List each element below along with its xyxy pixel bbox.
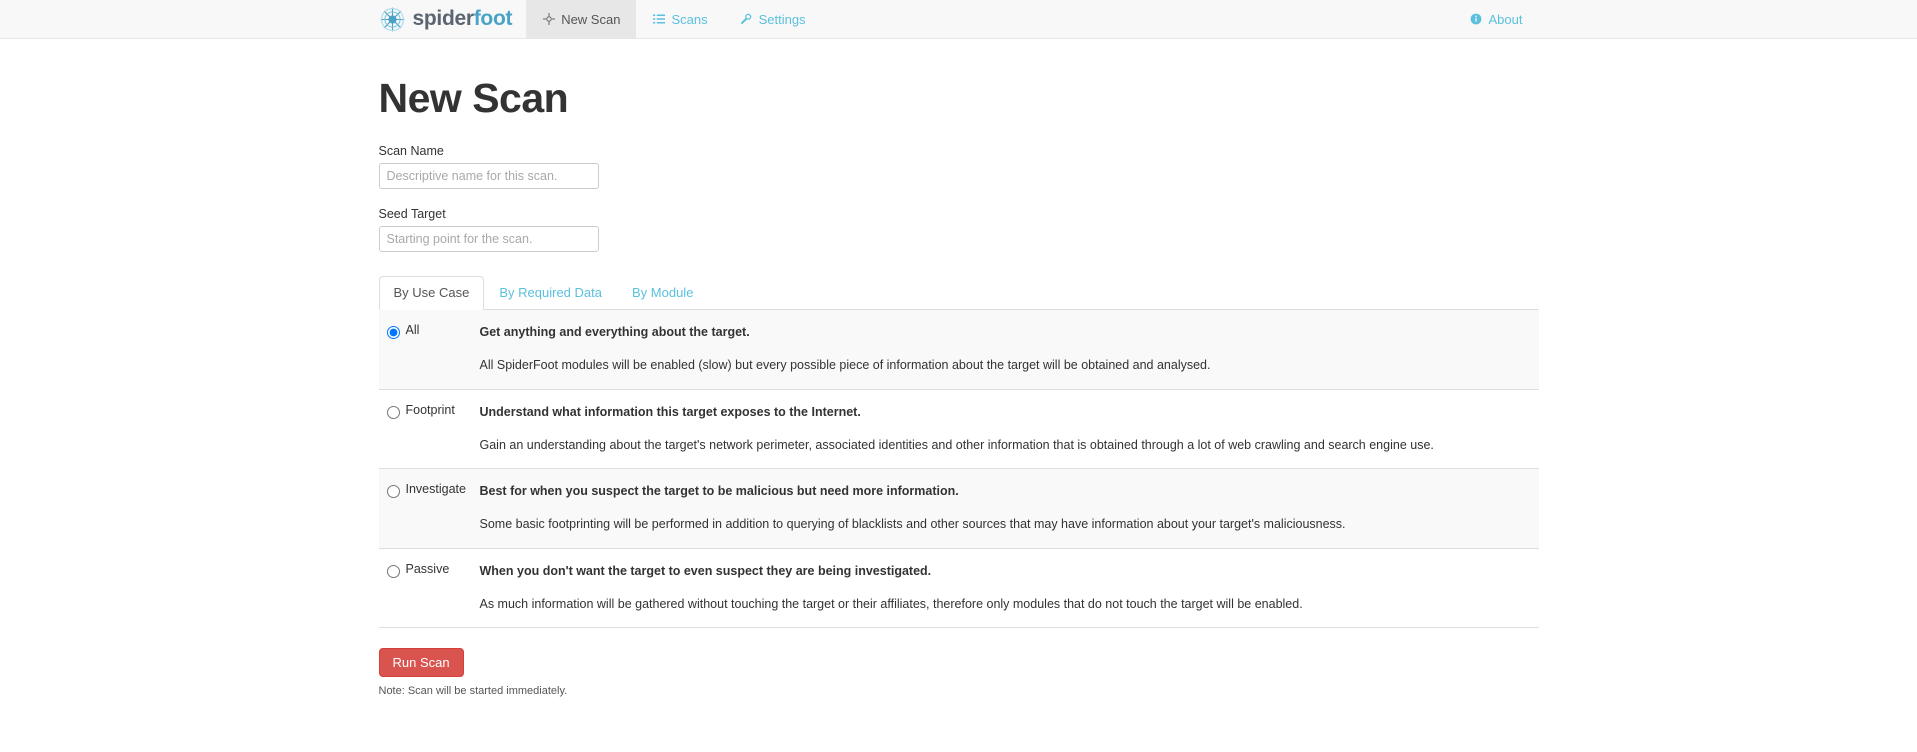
use-case-table bbox=[379, 310, 1539, 628]
use-case-body-footprint: Gain an understanding about the target's network perimeter, associated identities and other information that is obtained through a lot of web crawling and search engine use. bbox=[479, 437, 1434, 452]
scan-name-label: Scan Name bbox=[378, 144, 444, 158]
use-case-desc-investigate bbox=[478, 469, 1539, 549]
nav-item-settings[interactable] bbox=[724, 0, 822, 38]
use-case-title-passive: When you don't want the target to even suspect they are being investigated. bbox=[479, 563, 932, 578]
use-case-radio-cell-footprint bbox=[379, 389, 400, 469]
nav-item-about-label: About bbox=[1488, 11, 1523, 27]
use-case-name-all: All bbox=[405, 323, 420, 338]
page-title: New Scan bbox=[378, 75, 569, 121]
use-case-name-investigate: Investigate bbox=[405, 482, 466, 497]
use-case-radio-investigate[interactable] bbox=[387, 485, 400, 498]
use-case-desc-all bbox=[478, 310, 1539, 389]
nav-items bbox=[526, 0, 821, 38]
brand-logo-link[interactable] bbox=[379, 0, 527, 38]
nav-item-new-scan[interactable] bbox=[526, 0, 636, 38]
seed-target-input[interactable] bbox=[379, 226, 599, 252]
nav-item-about[interactable] bbox=[1454, 12, 1539, 27]
use-case-body-all: All SpiderFoot modules will be enabled (slow) but every possible piece of information about the target will be obtained and analysed. bbox=[479, 358, 1211, 373]
list-icon bbox=[652, 13, 665, 25]
nav-item-new-scan-label: New Scan bbox=[561, 11, 621, 27]
nav-item-settings-label: Settings bbox=[758, 11, 806, 27]
tab-by-use-case[interactable]: By Use Case bbox=[379, 276, 485, 310]
info-circle-icon bbox=[1470, 13, 1483, 25]
use-case-desc-passive bbox=[478, 548, 1539, 628]
use-case-radio-cell-all bbox=[379, 310, 400, 389]
run-scan-button[interactable]: Run Scan bbox=[379, 648, 464, 677]
use-case-radio-footprint[interactable] bbox=[387, 406, 400, 419]
scan-note: Note: Scan will be started immediately. bbox=[378, 685, 568, 698]
nav-right-items bbox=[1454, 0, 1539, 38]
table-row[interactable] bbox=[379, 310, 1539, 389]
scan-name-input[interactable] bbox=[379, 163, 599, 189]
nav-item-scans[interactable] bbox=[636, 0, 723, 38]
tab-by-module[interactable]: By Module bbox=[632, 285, 694, 300]
brand-text-foot: foot bbox=[473, 7, 513, 30]
table-row[interactable] bbox=[379, 469, 1539, 549]
use-case-radio-cell-investigate bbox=[379, 469, 400, 549]
use-case-radio-all[interactable] bbox=[387, 326, 400, 339]
top-navbar bbox=[0, 0, 1917, 39]
use-case-name-passive: Passive bbox=[405, 561, 450, 576]
use-case-body-investigate: Some basic footprinting will be performed in addition to querying of blacklists and other sources that may have information about your target's maliciousness. bbox=[479, 517, 1346, 532]
seed-target-label: Seed Target bbox=[378, 207, 446, 221]
nav-item-scans-label: Scans bbox=[671, 11, 708, 27]
use-case-name-footprint: Footprint bbox=[405, 402, 455, 417]
brand-text bbox=[413, 7, 513, 31]
main-container bbox=[379, 39, 1539, 697]
use-case-radio-cell-passive bbox=[379, 548, 400, 628]
use-case-desc-footprint bbox=[478, 389, 1539, 469]
spiderfoot-logo-icon bbox=[379, 6, 406, 33]
scan-config-tabs bbox=[379, 276, 1539, 310]
tab-by-required-data[interactable]: By Required Data bbox=[499, 285, 602, 300]
scan-name-group bbox=[379, 144, 1539, 189]
use-case-body-passive: As much information will be gathered without touching the target or their affiliates, therefore only modules that do not touch the target will be enabled. bbox=[479, 596, 1303, 611]
use-case-radio-passive[interactable] bbox=[387, 565, 400, 578]
use-case-title-all: Get anything and everything about the target. bbox=[479, 325, 750, 340]
table-row[interactable] bbox=[379, 389, 1539, 469]
brand-text-spider: spider bbox=[412, 7, 474, 30]
wrench-icon bbox=[740, 13, 753, 25]
use-case-title-investigate: Best for when you suspect the target to be malicious but need more information. bbox=[479, 484, 959, 499]
use-case-title-footprint: Understand what information this target exposes to the Internet. bbox=[479, 404, 861, 419]
seed-target-group bbox=[379, 207, 1539, 252]
crosshair-icon bbox=[542, 13, 555, 25]
table-row[interactable] bbox=[379, 548, 1539, 628]
